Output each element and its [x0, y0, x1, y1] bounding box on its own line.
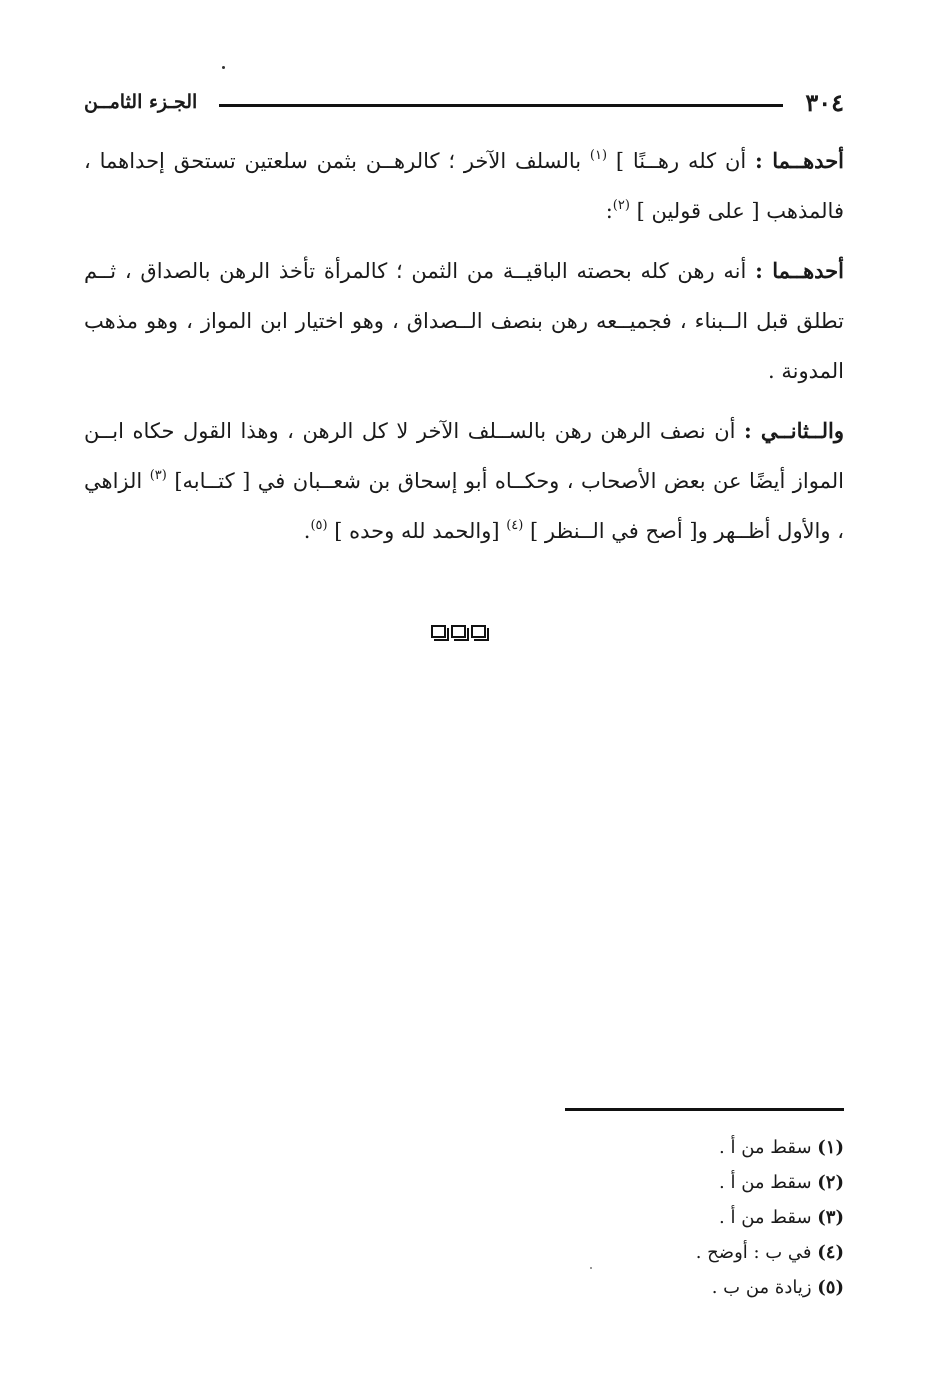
footnote-item	[500, 1200, 844, 1235]
footnote-item	[500, 1235, 844, 1270]
footnote-ref: (٢)	[612, 198, 630, 213]
section-end-ornament	[431, 625, 486, 638]
paragraph-2	[84, 246, 844, 396]
paragraph-text: [والحمد لله وحده ]	[327, 519, 507, 543]
paragraph-text: أن نصف الرهن رهن بالســلف الآخر لا كل الرهن ، وهذا القول حكاه ابــن المواز أيضًا عن بعض الأصحاب ، وحكــاه أبو إسحاق بن شعــبان في [ كتــابه]	[84, 419, 844, 493]
footnote-text: في ب : أوضح .	[695, 1242, 818, 1263]
footnote-item	[500, 1165, 844, 1200]
ornament-square-icon	[471, 625, 486, 638]
footnote-item	[500, 1130, 844, 1165]
footnote-number: (٥)	[817, 1277, 844, 1298]
paragraph-text: أنه رهن كله بحصته الباقيــة من الثمن ؛ كالمرأة تأخذ الرهن بالصداق ، ثــم تطلق قبل الــبناء ، فجميــعه رهن بنصف الــصداق ، وهو اختيار ابن المواز ، وهو مذهب المدونة .	[84, 259, 844, 383]
ornament-square-icon	[451, 625, 466, 638]
ornament-square-icon	[431, 625, 446, 638]
footnote-number: (٣)	[817, 1207, 844, 1228]
footnote-number: (٢)	[817, 1172, 844, 1193]
paragraph-lead: أحدهــما :	[755, 258, 844, 283]
footnote-ref: (٥)	[310, 518, 328, 533]
paragraph-lead: أحدهــما :	[755, 148, 845, 173]
footnote-ref: (٣)	[149, 468, 167, 483]
page-header	[84, 82, 844, 122]
header-rule	[219, 104, 783, 107]
paragraph-lead: والــثانــي :	[744, 418, 844, 443]
paragraph-text: الزاهي ، والأول أظــهر و[ أصح في الــنظر ]	[84, 469, 844, 543]
paragraph-text: :	[605, 199, 613, 223]
footnote-number: (١)	[817, 1137, 844, 1158]
paragraph-text: بالسلف الآخر ؛ كالرهــن بثمن سلعتين تستحق إحداهما ، فالمذهب [ على قولين ]	[84, 149, 844, 223]
running-title: الجـزء الثامــن	[84, 91, 198, 113]
footnote-ref: (٤)	[506, 518, 524, 533]
footnotes	[500, 1130, 844, 1305]
paragraph-1	[84, 136, 844, 236]
footnote-number: (٤)	[817, 1242, 844, 1263]
footnote-text: سقط من أ .	[719, 1137, 818, 1158]
paragraph-text: .	[303, 519, 311, 543]
footnote-text: زيادة من ب .	[711, 1277, 818, 1298]
paragraph-text: أن كله رهــنًا ]	[607, 149, 756, 173]
footnote-text: سقط من أ .	[719, 1207, 818, 1228]
paragraph-3	[84, 406, 844, 556]
footnote-ref: (١)	[589, 148, 608, 163]
footnote-separator	[565, 1108, 844, 1111]
page-number: ٣٠٤	[805, 87, 844, 117]
main-text	[84, 136, 844, 566]
footnote-item	[500, 1270, 844, 1305]
header-speck	[222, 66, 225, 69]
scan-speck	[590, 1267, 592, 1269]
footnote-text: سقط من أ .	[719, 1172, 818, 1193]
